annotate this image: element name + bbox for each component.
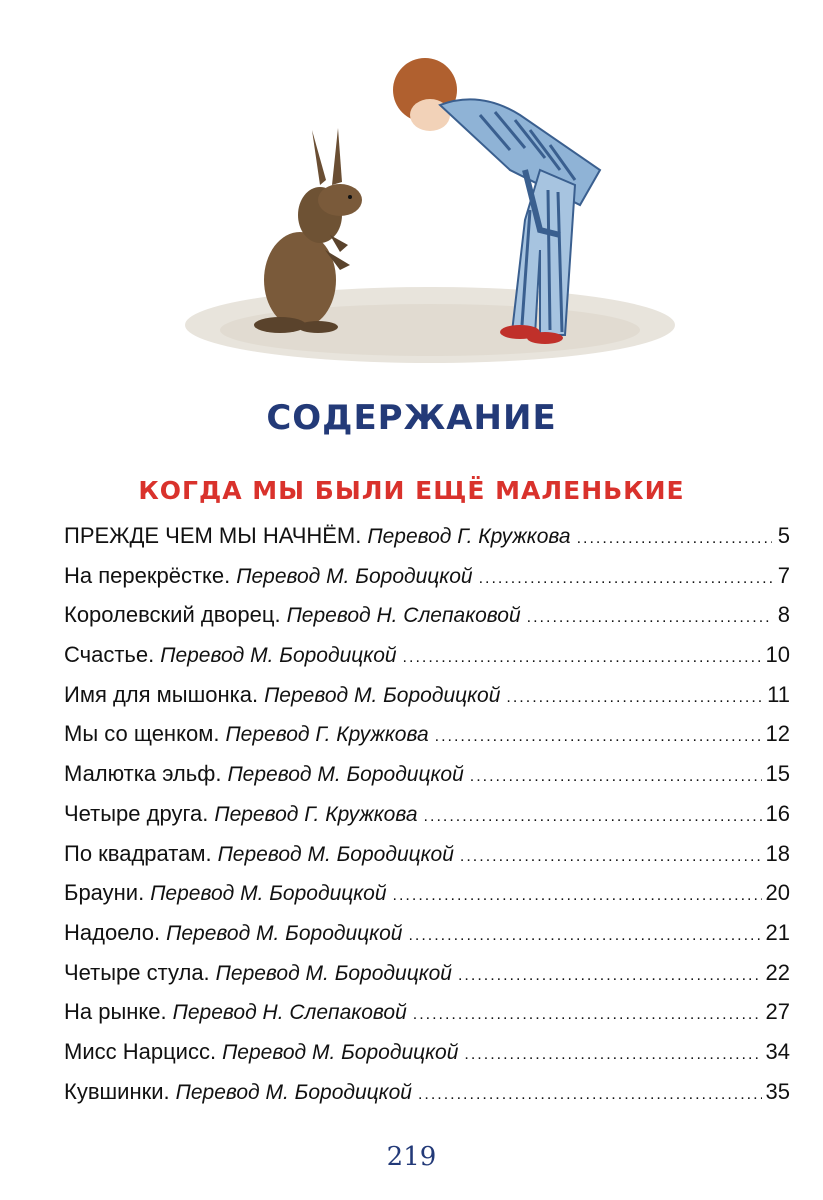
toc-entry-title: Четыре стула. (64, 959, 210, 985)
dot-leader (393, 888, 762, 904)
toc-entry-translator: Перевод М. Бородицкой (166, 921, 403, 945)
toc-entry[interactable] (64, 800, 790, 843)
toc-entry[interactable] (64, 1001, 790, 1041)
toc-entry-title: Имя для мышонка. (64, 681, 259, 707)
toc-entry-translator: Перевод Г. Кружкова (214, 802, 418, 826)
dot-leader (435, 729, 762, 745)
toc-entry-title: Малютка эльф. (64, 761, 222, 787)
toc-entry-translator: Перевод Н. Слепаковой (172, 1001, 407, 1025)
toc-entry[interactable] (64, 723, 790, 763)
toc-entry-title: Четыре друга. (64, 800, 209, 826)
toc-entry[interactable] (64, 562, 790, 605)
toc-entry-page: 35 (765, 1078, 790, 1104)
toc-entry-title: На рынке. (64, 999, 167, 1025)
toc-entry[interactable] (64, 919, 790, 962)
toc-entry-page: 15 (765, 761, 790, 787)
toc-entry-page: 16 (765, 800, 790, 826)
toc-entry[interactable] (64, 604, 790, 644)
toc-entry-page: 11 (767, 681, 790, 707)
toc-entry-translator: Перевод М. Бородицкой (264, 683, 501, 707)
toc-entry-title: Мисс Нарцисс. (64, 1038, 217, 1064)
toc-entry-title: На перекрёстке. (64, 562, 231, 588)
dot-leader (577, 531, 772, 547)
toc-entry[interactable] (64, 840, 790, 883)
toc-entry-title: Брауни. (64, 880, 145, 906)
dot-leader (479, 571, 772, 587)
toc-entry[interactable] (64, 1078, 790, 1121)
contents-heading: СОДЕРЖАНИЕ (266, 398, 557, 438)
toc-entry-title: Мы со щенком. (64, 721, 220, 747)
page-number: 219 (386, 1142, 437, 1172)
toc-entry-title: Счастье. (64, 642, 155, 668)
dot-leader (460, 849, 762, 865)
toc-entry[interactable] (64, 644, 790, 684)
toc-entry-page: 5 (777, 523, 790, 548)
table-of-contents (64, 525, 790, 1120)
toc-entry-translator: Перевод М. Бородицкой (160, 644, 397, 668)
toc-entry-page: 27 (765, 999, 790, 1025)
toc-entry-translator: Перевод Г. Кружкова (367, 525, 571, 548)
dot-leader (527, 610, 772, 626)
toc-entry[interactable] (64, 882, 790, 922)
toc-entry-translator: Перевод М. Бородицкой (150, 882, 387, 906)
toc-entry[interactable] (64, 681, 790, 724)
toc-entry[interactable] (64, 763, 790, 803)
toc-entry-page: 10 (765, 642, 790, 668)
dot-leader (413, 1007, 762, 1023)
dot-leader (424, 809, 762, 825)
dot-leader (458, 968, 762, 984)
toc-entry-page: 7 (777, 562, 790, 588)
toc-entry-page: 12 (765, 721, 790, 747)
toc-entry-translator: Перевод М. Бородицкой (227, 763, 464, 787)
toc-entry[interactable] (64, 1038, 790, 1081)
toc-entry-page: 22 (765, 959, 790, 985)
toc-entry[interactable] (64, 525, 790, 565)
dot-leader (418, 1087, 762, 1103)
toc-entry-page: 8 (777, 602, 790, 628)
dot-leader (408, 928, 761, 944)
toc-entry-translator: Перевод М. Бородицкой (236, 564, 473, 588)
toc-entry-translator: Перевод Н. Слепаковой (286, 604, 521, 628)
toc-entry-title: По квадратам. (64, 840, 212, 866)
section-title: КОГДА МЫ БЫЛИ ЕЩЁ МАЛЕНЬКИЕ (138, 476, 685, 505)
toc-entry[interactable] (64, 959, 790, 1002)
toc-entry-page: 18 (765, 840, 790, 866)
toc-entry-translator: Перевод М. Бородицкой (175, 1080, 412, 1104)
toc-entry-page: 21 (765, 919, 790, 945)
toc-entry-translator: Перевод М. Бородицкой (217, 842, 454, 866)
dot-leader (464, 1047, 761, 1063)
rabbit-and-boy-illustration (180, 20, 680, 380)
toc-entry-page: 20 (765, 880, 790, 906)
dot-leader (506, 690, 763, 706)
toc-entry-title: Королевский дворец. (64, 602, 281, 628)
toc-entry-translator: Перевод М. Бородицкой (222, 1040, 459, 1064)
toc-entry-title: Кувшинки. (64, 1078, 170, 1104)
dot-leader (403, 650, 762, 666)
toc-entry-page: 34 (765, 1038, 790, 1064)
toc-entry-title: Надоело. (64, 919, 161, 945)
toc-entry-title: ПРЕЖДЕ ЧЕМ МЫ НАЧНЁМ. (64, 523, 362, 548)
toc-entry-translator: Перевод Г. Кружкова (225, 723, 429, 747)
toc-entry-translator: Перевод М. Бородицкой (215, 961, 452, 985)
dot-leader (470, 769, 762, 785)
